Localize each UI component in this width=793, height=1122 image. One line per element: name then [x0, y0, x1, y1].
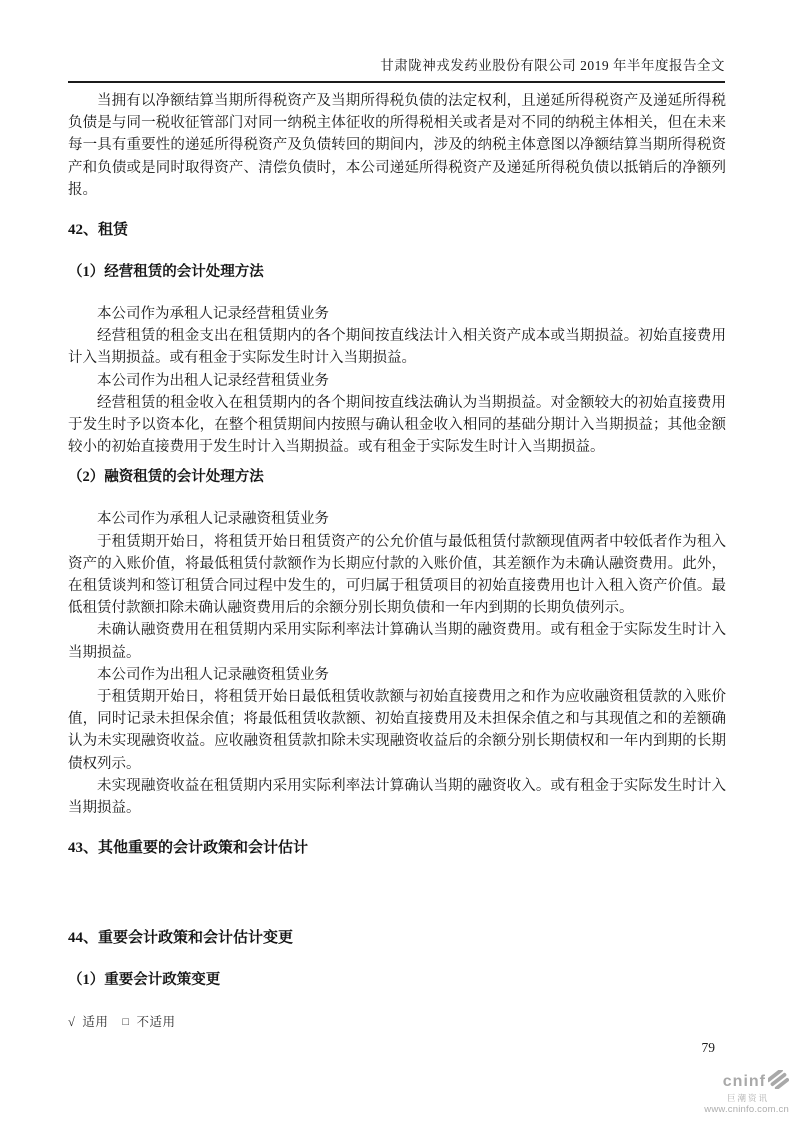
paragraph: 经营租赁的租金支出在租赁期内的各个期间按直线法计入相关资产成本或当期损益。初始直接费用计入当期损益。或有租金于实际发生时计入当期损益。: [68, 328, 726, 367]
paragraph: 当拥有以净额结算当期所得税资产及当期所得税负债的法定权利，且递延所得税资产及递延所得税负债是与同一税收征管部门对同一纳税主体征收的所得税相关或者是对不同的纳税主体相关，但在未来每一具有重要性的递延所得税资产及负债转回的期间内，涉及的纳税主体意图以净额结算当期所得税资产和负债或是同时取得资产、清偿负债时，本公司递延所得税资产及递延所得税负债以抵销后的净额列报。: [68, 93, 726, 198]
report-title: 甘肃陇神戎发药业股份有限公司 2019 年半年度报告全文: [380, 58, 725, 73]
paragraph: 于租赁期开始日，将租赁开始日租赁资产的公允价值与最低租赁付款额现值两者中较低者作为租入资产的入账价值，将最低租赁付款额作为长期应付款的入账价值，其差额作为未确认融资费用。此外，在租赁谈判和签订租赁合同过程中发生的，可归属于租赁项目的初始直接费用也计入租入资产价值。最低租赁付款额扣除未确认融资费用后的余额分别长期负债和一年内到期的长期负债列示。: [68, 533, 726, 617]
cninfo-swirl-icon: [768, 1070, 789, 1093]
section-heading: （1）重要会计政策变更: [68, 972, 221, 989]
paragraph: 未实现融资收益在租赁期内采用实际利率法计算确认当期的融资收入。或有租金于实际发生时计入当期损益。: [68, 777, 726, 817]
cninfo-logo-website: www.cninfo.com.cn: [704, 1103, 789, 1115]
cninfo-logo-subtitle: 巨潮资讯: [726, 1093, 769, 1103]
section-heading: 42、租赁: [68, 222, 129, 239]
section-heading: （2）融资租赁的会计处理方法: [68, 469, 264, 486]
paragraph: 本公司作为承租人记录经营租赁业务: [97, 306, 329, 323]
applicability-row: [68, 1011, 726, 1034]
cninfo-logo: [697, 1070, 789, 1114]
applicable-label: 适用: [82, 1015, 109, 1030]
paragraph: 本公司作为出租人记录经营租赁业务: [97, 372, 329, 389]
running-header: [68, 54, 725, 83]
section-heading: 44、重要会计政策和会计估计变更: [68, 930, 294, 947]
paragraph: 未确认融资费用在租赁期内采用实际利率法计算确认当期的融资费用。或有租金于实际发生时计入当期损益。: [68, 622, 726, 661]
page-number: 79: [701, 1040, 715, 1055]
paragraph: 于租赁期开始日，将租赁开始日最低租赁收款额与初始直接费用之和作为应收融资租赁款的入账价值，同时记录未担保余值；将最低租赁收款额、初始直接费用及未担保余值之和与其现值之和的差额确认为未实现融资收益。应收融资租赁款扣除未实现融资收益后的余额分别长期债权和一年内到期的长期债权列示。: [68, 689, 726, 772]
paragraph: 本公司作为承租人记录融资租赁业务: [97, 511, 329, 528]
section-heading: 43、其他重要的会计政策和会计估计: [68, 840, 309, 857]
paragraph: 经营租赁的租金收入在租赁期内的各个期间按直线法确认为当期损益。对金额较大的初始直接费用于发生时予以资本化，在整个租赁期间内按照与确认租金收入相同的基础分期计入当期损益；其他金额较小的初始直接费用于发生时计入当期损益。或有租金于实际发生时计入当期损益。: [68, 394, 726, 456]
section-heading: （1）经营租赁的会计处理方法: [68, 264, 264, 281]
paragraph: 本公司作为出租人记录融资租赁业务: [97, 666, 329, 683]
cninfo-brand-row: [697, 1070, 789, 1093]
not-applicable-label: 不适用: [136, 1015, 176, 1030]
document-body: [68, 90, 726, 1034]
cninfo-brand-text: cninf: [722, 1072, 766, 1090]
applicable-check-icon: √: [68, 1015, 76, 1030]
section-gap: [68, 879, 726, 909]
not-applicable-checkbox-icon: □: [122, 1016, 130, 1029]
